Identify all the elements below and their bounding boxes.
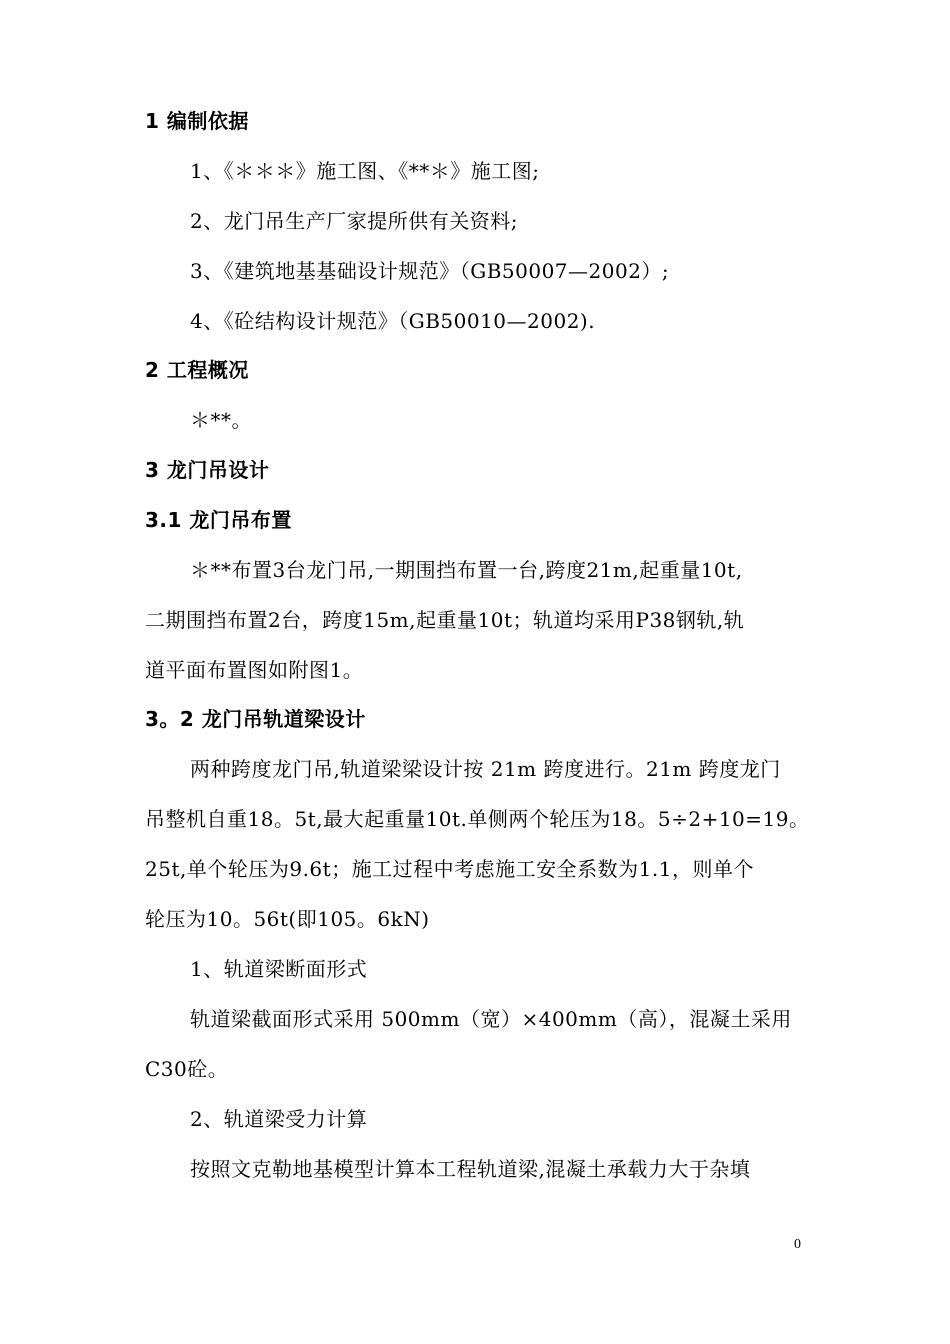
item-2-para-line-1: 按照文克勒地基模型计算本工程轨道梁,混凝土承载力大于杂填 [190, 1157, 751, 1181]
basis-item-2: 2、龙门吊生产厂家提所供有关资料; [190, 209, 518, 233]
item-1-title: 1、轨道梁断面形式 [190, 957, 368, 981]
item-2-title: 2、轨道梁受力计算 [190, 1107, 368, 1131]
basis-item-1: 1、《＊＊＊》施工图、《**＊》施工图; [190, 159, 540, 183]
beam-para-line-1: 两种跨度龙门吊,轨道梁梁设计按 21m 跨度进行。21m 跨度龙门 [190, 757, 781, 781]
section-heading-design: 3 龙门吊设计 [145, 458, 270, 482]
basis-item-4: 4、《砼结构设计规范》（GB50010—2002). [190, 309, 596, 333]
item-1-para-line-1: 轨道梁截面形式采用 500mm（宽）×400mm（高），混凝土采用 [190, 1007, 792, 1031]
beam-para-line-2: 吊整机自重18。5t,最大起重量10t.单侧两个轮压为18。5÷2+10=19。 [145, 807, 810, 831]
page-number: 0 [794, 1237, 801, 1252]
section-heading-beam: 3。2 龙门吊轨道梁设计 [145, 707, 366, 731]
layout-para-line-1: ＊**布置3台龙门吊,一期围挡布置一台,跨度21m,起重量10t, [190, 558, 743, 582]
layout-para-line-2: 二期围挡布置2台，跨度15m,起重量10t；轨道均采用P38钢轨,轨 [145, 608, 745, 632]
overview-text: ＊**。 [190, 408, 252, 432]
beam-para-line-4: 轮压为10。56t(即105。6kN) [145, 907, 430, 931]
item-1-para-line-2: C30砼。 [145, 1057, 229, 1081]
section-heading-basis: 1 编制依据 [145, 109, 249, 133]
layout-para-line-3: 道平面布置图如附图1。 [145, 658, 364, 682]
section-heading-layout: 3.1 龙门吊布置 [145, 508, 292, 532]
basis-item-3: 3、《建筑地基基础设计规范》（GB50007—2002）; [190, 259, 670, 283]
beam-para-line-3: 25t,单个轮压为9.6t；施工过程中考虑施工安全系数为1.1，则单个 [145, 857, 754, 881]
section-heading-overview: 2 工程概况 [145, 358, 249, 382]
